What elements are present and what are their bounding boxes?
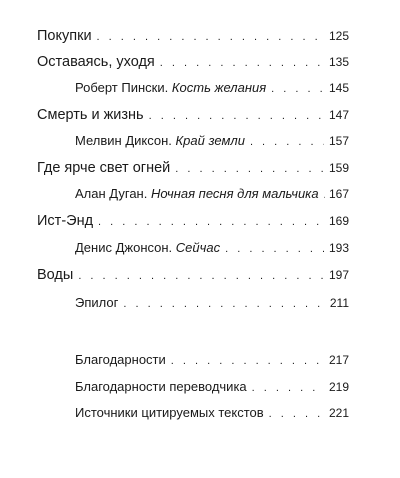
toc-page-number: 217 <box>328 353 349 367</box>
toc-entry-work: Кость желания <box>171 80 267 95</box>
toc-entry-sources <box>75 403 349 423</box>
toc-entry-author: Денис Джонсон. <box>75 240 173 255</box>
toc-page-number: 211 <box>329 296 349 310</box>
dot-leader <box>171 351 324 371</box>
toc-entry-title: Источники цитируемых текстов <box>75 405 264 420</box>
toc-entry-east-end <box>37 211 349 231</box>
dot-leader <box>97 27 324 47</box>
toc-entry-bright-lights <box>37 158 349 178</box>
dot-leader <box>225 239 324 259</box>
toc-entry-title: Благодарности <box>75 352 166 367</box>
toc-entry-author: Роберт Пински. <box>75 80 169 95</box>
toc-page-number: 135 <box>328 55 349 69</box>
toc-entry-title: Эпилог <box>75 295 119 310</box>
dot-leader <box>250 132 324 152</box>
dot-leader <box>149 106 324 126</box>
dot-leader <box>160 53 324 73</box>
toc-page-number: 221 <box>328 406 349 420</box>
toc-entry-death-and-life <box>37 105 349 125</box>
toc-entry-title: Где ярче свет огней <box>37 160 171 176</box>
toc-entry-epilogue <box>75 293 349 313</box>
toc-entry-title: Смерть и жизнь <box>37 107 144 123</box>
toc-entry-title: Воды <box>37 267 74 283</box>
toc-entry-dugan <box>75 184 349 204</box>
toc-entry-dixon <box>75 131 349 151</box>
toc-entry-title: Ист-Энд <box>37 213 94 229</box>
toc-entry-work: Сейчас <box>175 240 221 255</box>
toc-entry-author: Мелвин Диксон. <box>75 133 172 148</box>
toc-page-number: 169 <box>328 214 349 228</box>
toc-entry-work: Ночная песня для мальчика <box>150 186 319 201</box>
toc-page-number: 125 <box>328 29 349 43</box>
toc-entry-work: Край земли <box>175 133 245 148</box>
dot-leader <box>78 266 324 286</box>
toc-entry-johnson <box>75 238 349 258</box>
toc-entry-title: Покупки <box>37 28 92 44</box>
dot-leader <box>271 79 324 99</box>
toc-entry-title <box>75 78 266 98</box>
dot-leader <box>123 294 325 314</box>
toc-entry-waters <box>37 265 349 285</box>
toc-page-number: 159 <box>328 161 349 175</box>
toc-entry-author: Алан Дуган. <box>75 186 148 201</box>
toc-page-number: 219 <box>328 380 349 394</box>
toc-entry-title: Оставаясь, уходя <box>37 54 155 70</box>
toc-page-number: 193 <box>328 241 349 255</box>
toc-entry-pinsky <box>75 78 349 98</box>
toc-entry-title: Благодарности переводчика <box>75 379 247 394</box>
dot-leader <box>98 212 324 232</box>
toc-entry-shopping <box>37 26 349 46</box>
toc-entry-translator-acknowledgments <box>75 377 349 397</box>
toc-page-number: 147 <box>328 108 349 122</box>
toc-page-number: 157 <box>328 134 349 148</box>
toc-page-number: 167 <box>328 187 349 201</box>
toc-entry-acknowledgments <box>75 350 349 370</box>
toc-page-number: 145 <box>328 81 349 95</box>
toc-entry-title <box>75 184 319 204</box>
toc-entry-title <box>75 131 245 151</box>
dot-leader <box>252 378 324 398</box>
dot-leader <box>175 159 324 179</box>
toc-entry-staying-leaving <box>37 52 349 72</box>
toc-page-number: 197 <box>328 268 349 282</box>
toc-entry-title <box>75 238 220 258</box>
dot-leader <box>269 404 324 424</box>
